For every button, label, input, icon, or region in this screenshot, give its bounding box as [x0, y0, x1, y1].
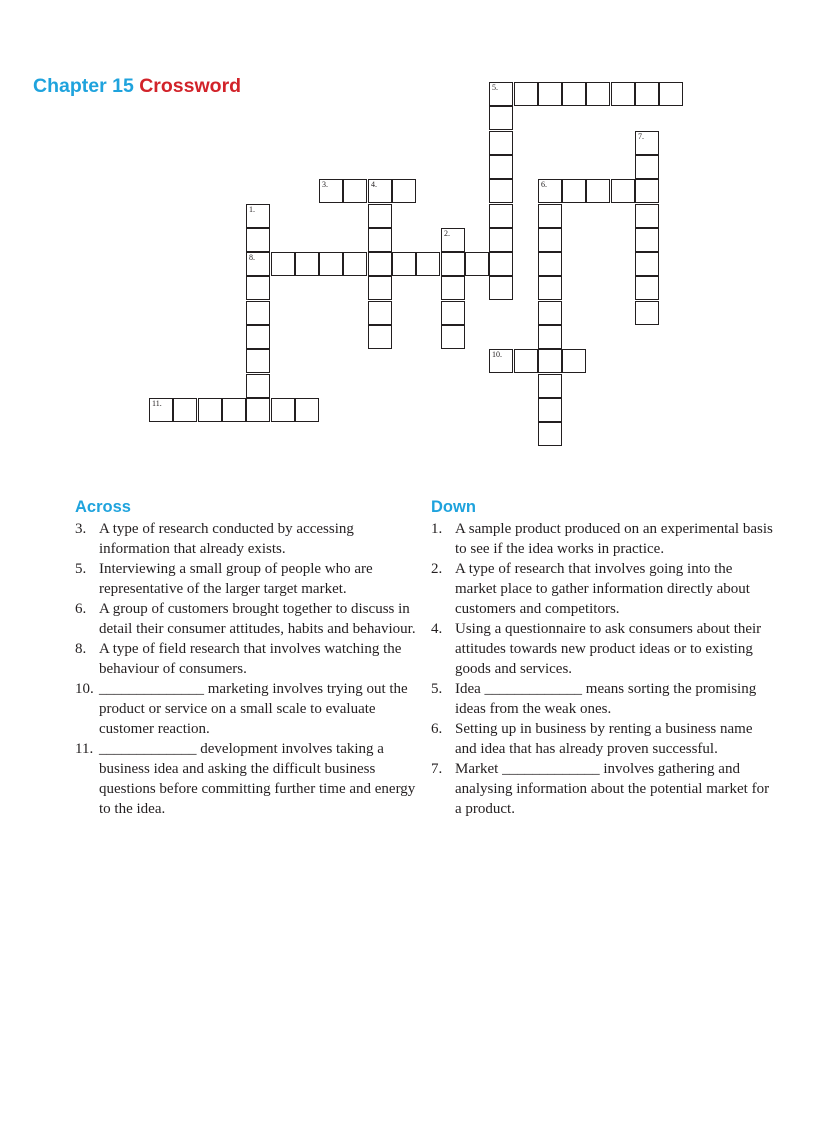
crossword-cell[interactable] [635, 276, 659, 300]
across-clue-list [75, 519, 420, 819]
crossword-cell[interactable] [343, 252, 367, 276]
crossword-cell[interactable] [514, 349, 538, 373]
clue-text: Idea _____________ means sorting the promising ideas from the weak ones. [455, 681, 757, 717]
clue-text: Setting up in business by renting a business name and idea that has already proven successful. [455, 721, 753, 757]
crossword-cell[interactable] [368, 325, 392, 349]
crossword-cell[interactable] [392, 252, 416, 276]
crossword-cell[interactable] [635, 301, 659, 325]
clue-text: A type of field research that involves watching the behaviour of consumers. [99, 641, 402, 677]
crossword-cell[interactable] [173, 398, 197, 422]
crossword-cell[interactable] [392, 179, 416, 203]
cell-number: 5. [492, 83, 498, 92]
clue-text: A type of research that involves going into the market place to gather information directly about customers and competitors. [455, 561, 750, 617]
crossword-cell[interactable] [368, 301, 392, 325]
crossword-cell[interactable] [416, 252, 440, 276]
crossword-cell[interactable] [538, 228, 562, 252]
crossword-cell[interactable] [489, 349, 513, 373]
clue-number: 10. [75, 681, 94, 697]
crossword-cell[interactable] [538, 374, 562, 398]
clue-text: Interviewing a small group of people who are representative of the larger target market. [99, 561, 373, 597]
clue-number: 7. [431, 761, 443, 777]
crossword-cell[interactable] [538, 301, 562, 325]
clue-number: 6. [75, 601, 87, 617]
down-clue [431, 679, 776, 719]
down-clue [431, 759, 776, 819]
cell-number: 6. [541, 180, 547, 189]
clue-number: 5. [431, 681, 443, 697]
crossword-cell[interactable] [246, 204, 270, 228]
crossword-cell[interactable] [246, 398, 270, 422]
clue-text: Market _____________ involves gathering and analysing information about the potential market for a product. [455, 761, 770, 817]
crossword-cell[interactable] [514, 82, 538, 106]
crossword-cell[interactable] [246, 276, 270, 300]
crossword-cell[interactable] [271, 252, 295, 276]
clue-number: 6. [431, 721, 443, 737]
crossword-cell[interactable] [562, 349, 586, 373]
cell-number: 2. [444, 229, 450, 238]
crossword-cell[interactable] [611, 82, 635, 106]
crossword-cell[interactable] [586, 82, 610, 106]
crossword-cell[interactable] [635, 131, 659, 155]
crossword-cell[interactable] [635, 252, 659, 276]
crossword-cell[interactable] [635, 179, 659, 203]
crossword-cell[interactable] [489, 131, 513, 155]
cell-number: 3. [322, 180, 328, 189]
crossword-cell[interactable] [538, 325, 562, 349]
crossword-cell[interactable] [489, 252, 513, 276]
down-clue [431, 619, 776, 679]
crossword-cell[interactable] [659, 82, 683, 106]
down-heading: Down [431, 498, 476, 516]
down-clue-list [431, 519, 776, 819]
crossword-cell[interactable] [538, 398, 562, 422]
crossword-cell[interactable] [246, 325, 270, 349]
cell-number: 4. [371, 180, 377, 189]
clue-text: ______________ marketing involves trying out the product or service on a small scale to evaluate customer reaction. [99, 681, 408, 737]
crossword-cell[interactable] [319, 179, 343, 203]
crossword-cell[interactable] [538, 179, 562, 203]
across-clue [75, 639, 420, 679]
clue-number: 11. [75, 741, 94, 757]
crossword-label: Crossword [139, 75, 242, 97]
clue-text: _____________ development involves taking a business idea and asking the difficult business questions before committing further time and energy to the idea. [99, 741, 416, 817]
crossword-cell[interactable] [246, 349, 270, 373]
across-clue [75, 739, 420, 819]
across-column [75, 497, 420, 819]
down-clue [431, 719, 776, 759]
crossword-cell[interactable] [295, 252, 319, 276]
across-clue [75, 519, 420, 559]
crossword-cell[interactable] [489, 276, 513, 300]
crossword-cell[interactable] [441, 252, 465, 276]
crossword-cell[interactable] [611, 179, 635, 203]
clue-text: Using a questionnaire to ask consumers about their attitudes towards new product ideas or to existing goods and services. [455, 621, 762, 677]
crossword-cell[interactable] [222, 398, 246, 422]
crossword-cell[interactable] [441, 276, 465, 300]
crossword-cell[interactable] [489, 155, 513, 179]
clue-text: A sample product produced on an experimental basis to see if the idea works in practice. [455, 521, 773, 557]
across-heading: Across [75, 498, 131, 516]
down-column [431, 497, 776, 819]
crossword-cell[interactable] [441, 301, 465, 325]
clue-number: 3. [75, 521, 87, 537]
crossword-cell[interactable] [635, 155, 659, 179]
clue-text: A type of research conducted by accessing information that already exists. [99, 521, 354, 557]
crossword-cell[interactable] [441, 228, 465, 252]
clue-text: A group of customers brought together to discuss in detail their consumer attitudes, habits and behaviour. [99, 601, 416, 637]
clue-number: 4. [431, 621, 443, 637]
crossword-cell[interactable] [635, 82, 659, 106]
crossword-grid [0, 0, 827, 480]
crossword-cell[interactable] [149, 398, 173, 422]
crossword-cell[interactable] [441, 325, 465, 349]
cell-number: 1. [249, 205, 255, 214]
across-clue [75, 559, 420, 599]
crossword-cell[interactable] [319, 252, 343, 276]
crossword-cell[interactable] [562, 179, 586, 203]
crossword-cell[interactable] [246, 252, 270, 276]
crossword-cell[interactable] [489, 82, 513, 106]
cell-number: 8. [249, 253, 255, 262]
crossword-cell[interactable] [295, 398, 319, 422]
crossword-cell[interactable] [489, 228, 513, 252]
cell-number: 11. [152, 399, 162, 408]
crossword-cell[interactable] [368, 179, 392, 203]
crossword-cell[interactable] [538, 349, 562, 373]
down-clue [431, 519, 776, 559]
across-clue [75, 679, 420, 739]
cell-number: 10. [492, 350, 502, 359]
crossword-cell[interactable] [538, 422, 562, 446]
clue-number: 8. [75, 641, 87, 657]
crossword-cell[interactable] [246, 374, 270, 398]
across-clue [75, 599, 420, 639]
crossword-cell[interactable] [538, 252, 562, 276]
crossword-cell[interactable] [368, 252, 392, 276]
crossword-cell[interactable] [246, 228, 270, 252]
crossword-cell[interactable] [198, 398, 222, 422]
crossword-cell[interactable] [489, 179, 513, 203]
crossword-cell[interactable] [635, 204, 659, 228]
crossword-cell[interactable] [538, 276, 562, 300]
crossword-cell[interactable] [465, 252, 489, 276]
crossword-cell[interactable] [538, 204, 562, 228]
chapter-label: Chapter 15 [33, 75, 134, 97]
crossword-cell[interactable] [271, 398, 295, 422]
clue-number: 1. [431, 521, 443, 537]
crossword-cell[interactable] [368, 228, 392, 252]
crossword-cell[interactable] [343, 179, 367, 203]
crossword-cell[interactable] [489, 204, 513, 228]
clue-number: 5. [75, 561, 87, 577]
clue-number: 2. [431, 561, 443, 577]
cell-number: 7. [638, 132, 644, 141]
crossword-cell[interactable] [489, 106, 513, 130]
down-clue [431, 559, 776, 619]
crossword-cell[interactable] [368, 204, 392, 228]
crossword-cell[interactable] [368, 276, 392, 300]
crossword-cell[interactable] [562, 82, 586, 106]
crossword-cell[interactable] [635, 228, 659, 252]
crossword-cell[interactable] [538, 82, 562, 106]
crossword-cell[interactable] [246, 301, 270, 325]
crossword-cell[interactable] [586, 179, 610, 203]
